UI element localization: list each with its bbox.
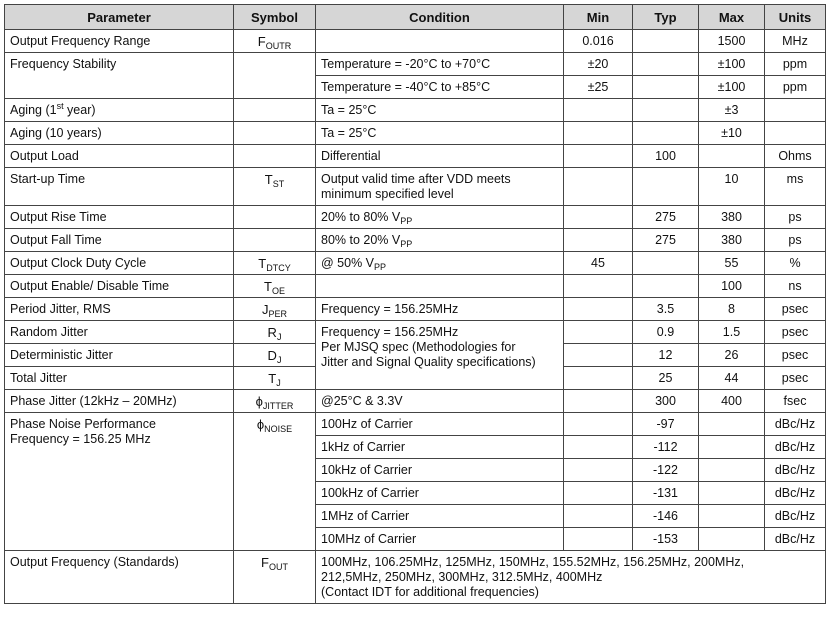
units-cell: dBc/Hz: [765, 459, 826, 482]
symbol-cell: [234, 275, 316, 298]
symbol-text: J: [261, 302, 269, 317]
typ-cell: 300: [633, 390, 699, 413]
condition-cell: [316, 252, 564, 275]
typ-cell: [633, 122, 699, 145]
units-cell: dBc/Hz: [765, 482, 826, 505]
typ-cell: 3.5: [633, 298, 699, 321]
condition-cell: 1MHz of Carrier: [316, 505, 564, 528]
units-cell: [765, 99, 826, 122]
typ-cell: 25: [633, 367, 699, 390]
max-cell: [699, 528, 765, 551]
condition-cell: Differential: [316, 145, 564, 168]
symbol-text: T: [268, 371, 277, 386]
max-cell: ±3: [699, 99, 765, 122]
max-cell: 55: [699, 252, 765, 275]
table-row: [5, 145, 826, 168]
symbol-text: F: [261, 555, 269, 570]
max-cell: [699, 505, 765, 528]
max-cell: 44: [699, 367, 765, 390]
condition-cell: [316, 206, 564, 229]
frequency-list-note: (Contact IDT for additional frequencies): [321, 585, 539, 599]
param-cell: Output Load: [5, 145, 234, 168]
units-cell: fsec: [765, 390, 826, 413]
symbol-cell: [234, 252, 316, 275]
min-cell: [564, 122, 633, 145]
condition-cell: 1kHz of Carrier: [316, 436, 564, 459]
typ-cell: 100: [633, 145, 699, 168]
typ-cell: -153: [633, 528, 699, 551]
condition-cell: [316, 275, 564, 298]
symbol-subscript: ST: [272, 179, 285, 189]
typ-cell: 275: [633, 206, 699, 229]
units-cell: psec: [765, 298, 826, 321]
table-row: [5, 551, 826, 604]
specification-table: [4, 4, 826, 604]
symbol-cell: [234, 298, 316, 321]
param-line: Frequency = 156.25 MHz: [10, 432, 151, 446]
max-cell: ±10: [699, 122, 765, 145]
units-cell: Ohms: [765, 145, 826, 168]
symbol-text: ϕ: [255, 394, 263, 409]
min-cell: 45: [564, 252, 633, 275]
condition-cell: Temperature = -40°C to +85°C: [316, 76, 564, 99]
max-cell: [699, 413, 765, 436]
max-cell: 26: [699, 344, 765, 367]
units-cell: psec: [765, 344, 826, 367]
table-row: [5, 390, 826, 413]
symbol-cell: [234, 30, 316, 53]
table-row: [5, 229, 826, 252]
units-cell: dBc/Hz: [765, 528, 826, 551]
param-text: Aging (1: [10, 103, 57, 117]
condition-cell: 100Hz of Carrier: [316, 413, 564, 436]
param-text-end: year): [63, 103, 96, 117]
units-cell: psec: [765, 321, 826, 344]
min-cell: [564, 321, 633, 344]
units-cell: [765, 122, 826, 145]
param-cell: Output Enable/ Disable Time: [5, 275, 234, 298]
condition-cell: [316, 321, 564, 390]
header-min: Min: [564, 5, 633, 30]
param-cell: Output Frequency Range: [5, 30, 234, 53]
header-condition: Condition: [316, 5, 564, 30]
units-cell: dBc/Hz: [765, 505, 826, 528]
max-cell: 8: [699, 298, 765, 321]
symbol-cell: [234, 344, 316, 367]
min-cell: [564, 145, 633, 168]
condition-cell: [316, 168, 564, 206]
max-cell: 1500: [699, 30, 765, 53]
condition-text: 80% to 20% V: [321, 233, 401, 247]
condition-cell: 100kHz of Carrier: [316, 482, 564, 505]
typ-cell: [633, 30, 699, 53]
typ-cell: -146: [633, 505, 699, 528]
typ-cell: 275: [633, 229, 699, 252]
typ-cell: [633, 275, 699, 298]
param-cell: Start-up Time: [5, 168, 234, 206]
min-cell: 0.016: [564, 30, 633, 53]
condition-cell: 10kHz of Carrier: [316, 459, 564, 482]
symbol-subscript: OUT: [268, 562, 288, 572]
min-cell: ±25: [564, 76, 633, 99]
typ-cell: [633, 168, 699, 206]
symbol-cell: [234, 229, 316, 252]
units-cell: dBc/Hz: [765, 436, 826, 459]
symbol-cell: [234, 99, 316, 122]
symbol-text: ϕ: [256, 417, 265, 432]
table-row: [5, 122, 826, 145]
param-cell: Frequency Stability: [5, 53, 234, 99]
param-cell: Output Fall Time: [5, 229, 234, 252]
symbol-cell: [234, 145, 316, 168]
header-parameter: Parameter: [5, 5, 234, 30]
symbol-cell: [234, 206, 316, 229]
symbol-subscript: J: [276, 378, 281, 388]
table-row: [5, 252, 826, 275]
min-cell: [564, 344, 633, 367]
condition-cell: [316, 551, 826, 604]
min-cell: [564, 168, 633, 206]
param-cell: [5, 413, 234, 551]
param-cell: Aging (10 years): [5, 122, 234, 145]
min-cell: [564, 528, 633, 551]
condition-line: Jitter and Signal Quality specifications): [321, 355, 536, 369]
symbol-cell: [234, 321, 316, 344]
min-cell: [564, 298, 633, 321]
min-cell: ±20: [564, 53, 633, 76]
typ-cell: -112: [633, 436, 699, 459]
symbol-text: T: [264, 279, 272, 294]
symbol-cell: [234, 390, 316, 413]
param-cell: Random Jitter: [5, 321, 234, 344]
units-cell: ms: [765, 168, 826, 206]
max-cell: 380: [699, 206, 765, 229]
min-cell: [564, 229, 633, 252]
table-row: [5, 413, 826, 436]
param-cell: [5, 99, 234, 122]
condition-line: Per MJSQ spec (Methodologies for: [321, 340, 516, 354]
param-cell: Total Jitter: [5, 367, 234, 390]
table-row: [5, 53, 826, 76]
min-cell: [564, 413, 633, 436]
symbol-subscript: OE: [271, 286, 285, 296]
min-cell: [564, 482, 633, 505]
condition-text: 20% to 80% V: [321, 210, 401, 224]
max-cell: 1.5: [699, 321, 765, 344]
symbol-text: D: [267, 348, 277, 363]
symbol-cell: [234, 168, 316, 206]
typ-cell: -122: [633, 459, 699, 482]
param-cell: Phase Jitter (12kHz – 20MHz): [5, 390, 234, 413]
param-cell: Output Frequency (Standards): [5, 551, 234, 604]
max-cell: [699, 482, 765, 505]
typ-cell: 12: [633, 344, 699, 367]
typ-cell: [633, 252, 699, 275]
condition-subscript: PP: [400, 239, 413, 249]
symbol-text: F: [257, 34, 266, 49]
units-cell: ppm: [765, 53, 826, 76]
param-line: Phase Noise Performance: [10, 417, 156, 431]
condition-cell: 10MHz of Carrier: [316, 528, 564, 551]
typ-cell: -131: [633, 482, 699, 505]
symbol-subscript: J: [276, 332, 282, 342]
table-row: [5, 99, 826, 122]
header-max: Max: [699, 5, 765, 30]
min-cell: [564, 275, 633, 298]
param-cell: Deterministic Jitter: [5, 344, 234, 367]
typ-cell: [633, 76, 699, 99]
symbol-text: T: [264, 172, 273, 187]
frequency-list-line: 212,5MHz, 250MHz, 300MHz, 312.5MHz, 400MHz: [321, 570, 603, 584]
max-cell: [699, 145, 765, 168]
units-cell: ppm: [765, 76, 826, 99]
typ-cell: [633, 99, 699, 122]
max-cell: ±100: [699, 76, 765, 99]
symbol-text: T: [258, 256, 267, 271]
symbol-cell: [234, 551, 316, 604]
table-row: [5, 321, 826, 344]
condition-cell: [316, 30, 564, 53]
min-cell: [564, 459, 633, 482]
table-row: [5, 30, 826, 53]
units-cell: ps: [765, 206, 826, 229]
symbol-cell: [234, 122, 316, 145]
symbol-subscript: OUTR: [265, 41, 292, 51]
header-typ: Typ: [633, 5, 699, 30]
units-cell: psec: [765, 367, 826, 390]
condition-line: minimum specified level: [321, 187, 454, 201]
units-cell: ns: [765, 275, 826, 298]
typ-cell: -97: [633, 413, 699, 436]
min-cell: [564, 390, 633, 413]
min-cell: [564, 367, 633, 390]
symbol-subscript: NOISE: [264, 424, 293, 434]
max-cell: [699, 459, 765, 482]
condition-cell: Ta = 25°C: [316, 122, 564, 145]
param-cell: Output Rise Time: [5, 206, 234, 229]
header-units: Units: [765, 5, 826, 30]
condition-cell: Temperature = -20°C to +70°C: [316, 53, 564, 76]
symbol-subscript: DTCY: [266, 263, 291, 273]
param-cell: Output Clock Duty Cycle: [5, 252, 234, 275]
max-cell: 400: [699, 390, 765, 413]
condition-line: Frequency = 156.25MHz: [321, 325, 459, 339]
condition-subscript: PP: [374, 262, 387, 272]
max-cell: 380: [699, 229, 765, 252]
typ-cell: 0.9: [633, 321, 699, 344]
typ-cell: [633, 53, 699, 76]
symbol-subscript: J: [276, 355, 282, 365]
units-cell: %: [765, 252, 826, 275]
header-row: [5, 5, 826, 30]
condition-cell: Frequency = 156.25MHz: [316, 298, 564, 321]
condition-cell: @25°C & 3.3V: [316, 390, 564, 413]
symbol-cell: [234, 367, 316, 390]
min-cell: [564, 436, 633, 459]
symbol-subscript: JITTER: [262, 401, 294, 411]
param-cell: Period Jitter, RMS: [5, 298, 234, 321]
units-cell: dBc/Hz: [765, 413, 826, 436]
table-row: [5, 275, 826, 298]
table-row: [5, 168, 826, 206]
table-row: [5, 206, 826, 229]
symbol-subscript: PER: [268, 309, 287, 319]
max-cell: ±100: [699, 53, 765, 76]
condition-cell: [316, 229, 564, 252]
frequency-list-line: 100MHz, 106.25MHz, 125MHz, 150MHz, 155.52MHz, 156.25MHz, 200MHz,: [321, 555, 745, 569]
max-cell: 10: [699, 168, 765, 206]
units-cell: MHz: [765, 30, 826, 53]
symbol-text: R: [267, 325, 277, 340]
table-row: [5, 298, 826, 321]
condition-cell: Ta = 25°C: [316, 99, 564, 122]
condition-line: Output valid time after VDD meets: [321, 172, 511, 186]
condition-text: @ 50% V: [321, 256, 374, 270]
min-cell: [564, 505, 633, 528]
min-cell: [564, 206, 633, 229]
condition-subscript: PP: [400, 216, 413, 226]
max-cell: [699, 436, 765, 459]
units-cell: ps: [765, 229, 826, 252]
symbol-cell: [234, 53, 316, 99]
param-superscript: st: [56, 101, 64, 111]
symbol-cell: [234, 413, 316, 551]
header-symbol: Symbol: [234, 5, 316, 30]
max-cell: 100: [699, 275, 765, 298]
min-cell: [564, 99, 633, 122]
